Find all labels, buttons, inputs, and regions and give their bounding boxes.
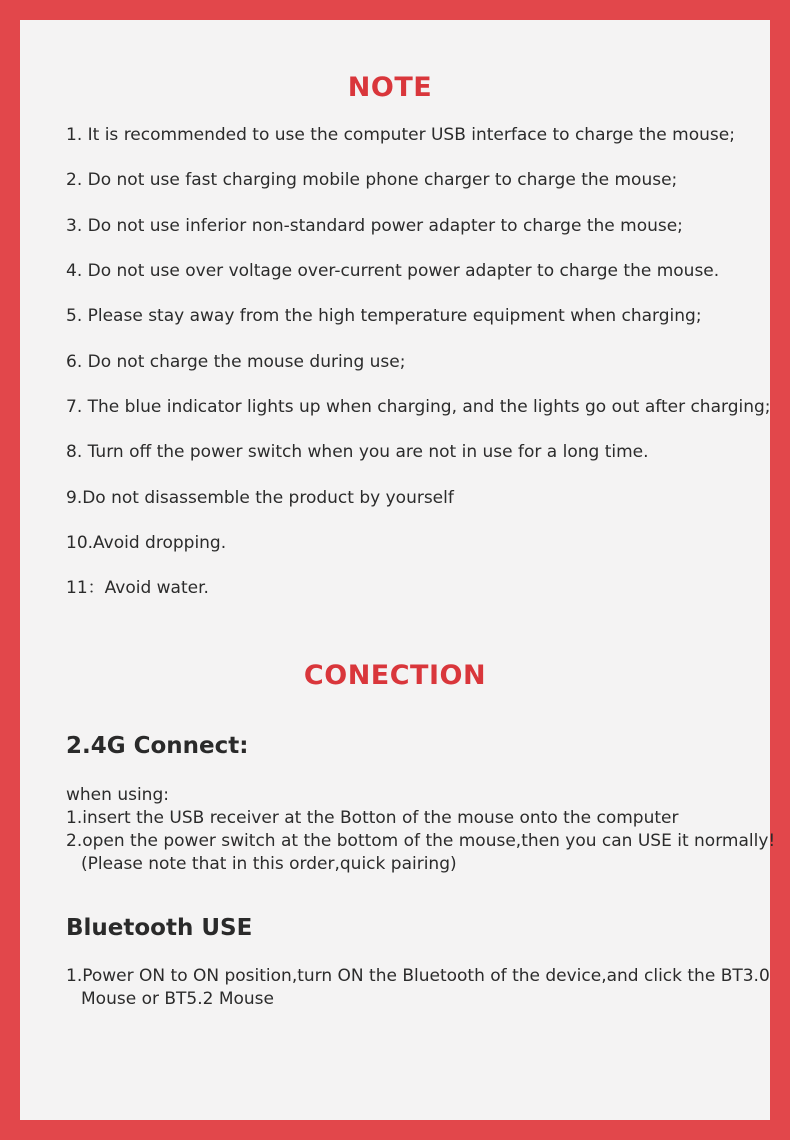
bluetooth-line: Mouse or BT5.2 Mouse xyxy=(81,989,275,1009)
note-item: 8. Turn off the power switch when you are not in use for a long time. xyxy=(66,442,649,462)
note-item: 3. Do not use inferior non-standard power adapter to charge the mouse; xyxy=(66,216,683,236)
content-panel xyxy=(20,20,776,1120)
connection-title: CONECTION xyxy=(303,660,487,691)
bluetooth-heading: Bluetooth USE xyxy=(66,915,253,941)
bluetooth-instructions xyxy=(66,965,770,1011)
note-item: 9.Do not disassemble the product by yourself xyxy=(66,488,454,508)
g24-line: 2.open the power switch at the bottom of the mouse,then you can USE it normally! xyxy=(66,831,776,851)
note-item: 1. It is recommended to use the computer USB interface to charge the mouse; xyxy=(66,125,735,145)
note-item: 11：Avoid water. xyxy=(66,578,209,598)
g24-heading: 2.4G Connect: xyxy=(66,733,249,759)
g24-line: (Please note that in this order,quick pairing) xyxy=(81,854,457,874)
note-title: NOTE xyxy=(347,72,433,103)
note-item: 2. Do not use fast charging mobile phone charger to charge the mouse; xyxy=(66,170,678,190)
bluetooth-line: 1.Power ON to ON position,turn ON the Bluetooth of the device,and click the BT3.0 xyxy=(66,966,770,986)
note-item: 7. The blue indicator lights up when charging, and the lights go out after charging; xyxy=(66,397,771,417)
g24-line: 1.insert the USB receiver at the Botton of the mouse onto the computer xyxy=(66,808,679,828)
note-item: 10.Avoid dropping. xyxy=(66,533,227,553)
note-item: 5. Please stay away from the high temperature equipment when charging; xyxy=(66,306,702,326)
note-item: 6. Do not charge the mouse during use; xyxy=(66,352,406,372)
g24-instructions xyxy=(66,784,775,876)
g24-line: when using: xyxy=(66,785,169,805)
note-item: 4. Do not use over voltage over-current power adapter to charge the mouse. xyxy=(66,261,720,281)
